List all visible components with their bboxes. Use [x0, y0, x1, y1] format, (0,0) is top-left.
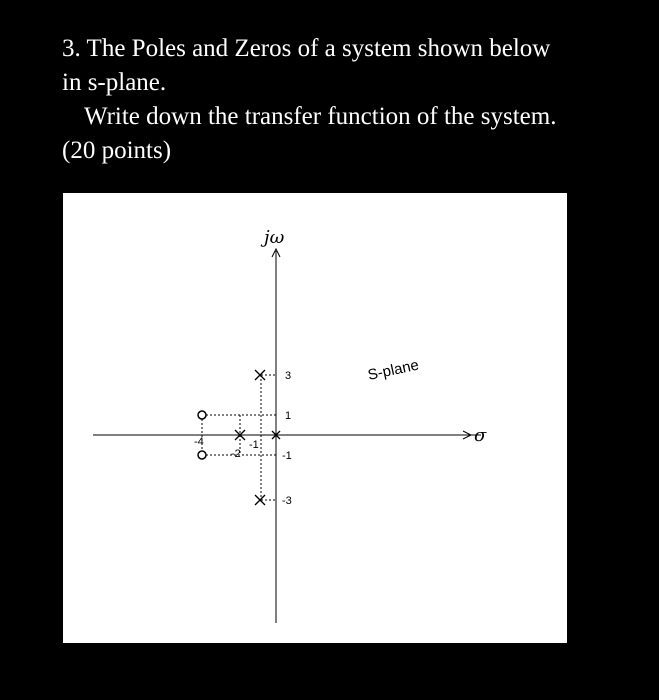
pole-marker — [255, 370, 265, 380]
tick-label-re-neg1: -1 — [249, 439, 259, 451]
zero-marker — [198, 411, 206, 419]
s-plane-figure — [63, 193, 567, 643]
vertical-axis-label: jω — [264, 227, 285, 248]
pole-marker — [255, 495, 265, 505]
horizontal-axis-label: σ — [474, 425, 487, 446]
question-line-3: Write down the transfer function of the system. — [84, 103, 557, 130]
tick-label-im-neg1: -1 — [282, 450, 292, 462]
tick-label-re-neg4: -4 — [194, 436, 204, 448]
tick-label-re-neg2: -2 — [231, 448, 241, 460]
question-line-4: (20 points) — [62, 137, 172, 164]
question-line-1: 3. The Poles and Zeros of a system shown below — [62, 35, 551, 62]
tick-label-im-1: 1 — [285, 410, 292, 422]
tick-label-im-neg3: -3 — [282, 495, 292, 507]
question-line-2: in s-plane. — [62, 69, 167, 96]
zero-marker — [198, 451, 206, 459]
tick-label-im-3: 3 — [285, 370, 292, 382]
question-text — [62, 32, 642, 168]
s-plane-label: S-plane — [366, 356, 421, 384]
s-plane-diagram — [63, 193, 567, 643]
